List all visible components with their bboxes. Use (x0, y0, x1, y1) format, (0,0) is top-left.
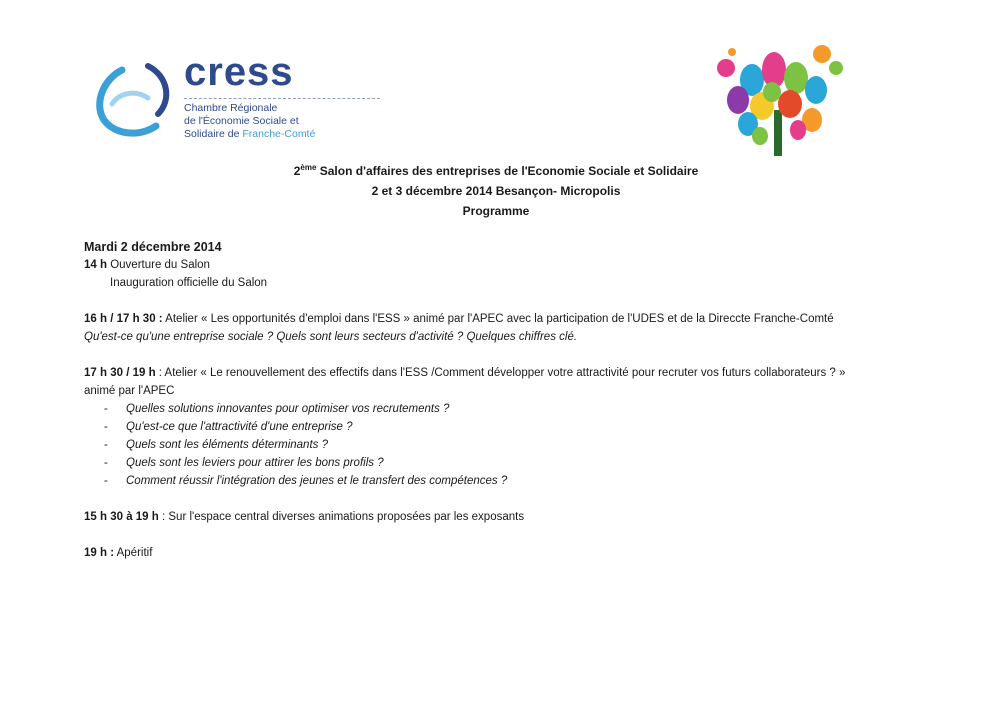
logo-subtitle (184, 102, 315, 141)
entry-animations-text: : Sur l'espace central diverses animations proposées par les exposants (158, 511, 525, 523)
title-programme: Programme (462, 204, 530, 218)
list-item: - Comment réussir l'intégration des jeunes et le transfert des compétences ? (104, 475, 508, 487)
workshop-2-bullet-list (84, 400, 904, 490)
entry-workshop-1 (84, 310, 904, 328)
entry-workshop-1-time: 16 h / 17 h 30 : (84, 313, 163, 325)
title-line-1 (0, 158, 992, 181)
entry-workshop-2-time: 17 h 30 / 19 h (84, 367, 156, 379)
list-item-text: Comment réussir l'intégration des jeunes et le transfert des compétences ? (126, 475, 508, 487)
logo-rule (184, 98, 380, 99)
programme-content (84, 238, 904, 562)
cress-swirl-icon (92, 60, 182, 150)
list-item-text: Quelles solutions innovantes pour optimiser vos recrutements ? (126, 403, 450, 415)
entry-opening-sub: Inauguration officielle du Salon (110, 277, 268, 289)
logo-line-3b: Franche-Comté (242, 128, 316, 140)
list-item-text: Qu'est-ce que l'attractivité d'une entreprise ? (126, 421, 353, 433)
cress-logo (92, 50, 322, 150)
entry-animations-time: 15 h 30 à 19 h (84, 511, 159, 523)
day-heading: Mardi 2 décembre 2014 (84, 240, 222, 254)
list-item-text: Quels sont les éléments déterminants ? (126, 439, 328, 451)
entry-opening (84, 256, 904, 274)
entry-aperitif-time: 19 h : (84, 547, 115, 559)
list-item: - Quels sont les éléments déterminants ? (104, 439, 328, 451)
entry-aperitif-text: Apéritif (114, 547, 153, 559)
logo-line-2: de l'Économie Sociale et (184, 115, 299, 127)
logo-line-3a: Solidaire de (184, 128, 243, 140)
entry-opening-time: 14 h (84, 259, 108, 271)
list-item: - Quels sont les leviers pour attirer les bons profils ? (104, 457, 384, 469)
list-item: - Qu'est-ce que l'attractivité d'une entreprise ? (104, 421, 353, 433)
document-title (0, 158, 992, 221)
logo-line-1: Chambre Régionale (184, 102, 278, 114)
list-item-text: Quels sont les leviers pour attirer les bons profils ? (126, 457, 384, 469)
title-ordinal: 2 (293, 164, 301, 178)
entry-aperitif (84, 544, 904, 562)
entry-workshop-2-host: animé par l'APEC (84, 385, 175, 397)
entry-workshop-1-questions: Qu'est-ce qu'une entreprise sociale ? Quels sont leurs secteurs d'activité ? Quelques chiffres clé. (84, 331, 578, 343)
entry-animations (84, 508, 904, 526)
title-event-name: Salon d'affaires des entreprises de l'Economie Sociale et Solidaire (316, 164, 699, 178)
title-ordinal-sup: ème (300, 163, 317, 172)
title-dates: 2 et 3 décembre 2014 Besançon- Micropolis (371, 184, 621, 198)
entry-workshop-2-text: : Atelier « Le renouvellement des effectifs dans l'ESS /Comment développer votre attractivité pour recruter vos futurs collaborateurs ? » (155, 367, 846, 379)
entry-workshop-1-text: Atelier « Les opportunités d'emploi dans l'ESS » animé par l'APEC avec la participation de l'UDES et de la Direccte Franche-Comté (162, 313, 834, 325)
colorful-hands-tree-icon (712, 40, 844, 158)
entry-opening-text: Ouverture du Salon (107, 259, 210, 271)
logo-line-3 (184, 128, 315, 141)
entry-workshop-2 (84, 364, 904, 382)
list-item: - Quelles solutions innovantes pour optimiser vos recrutements ? (104, 403, 450, 415)
logo-word: cress (184, 50, 294, 94)
